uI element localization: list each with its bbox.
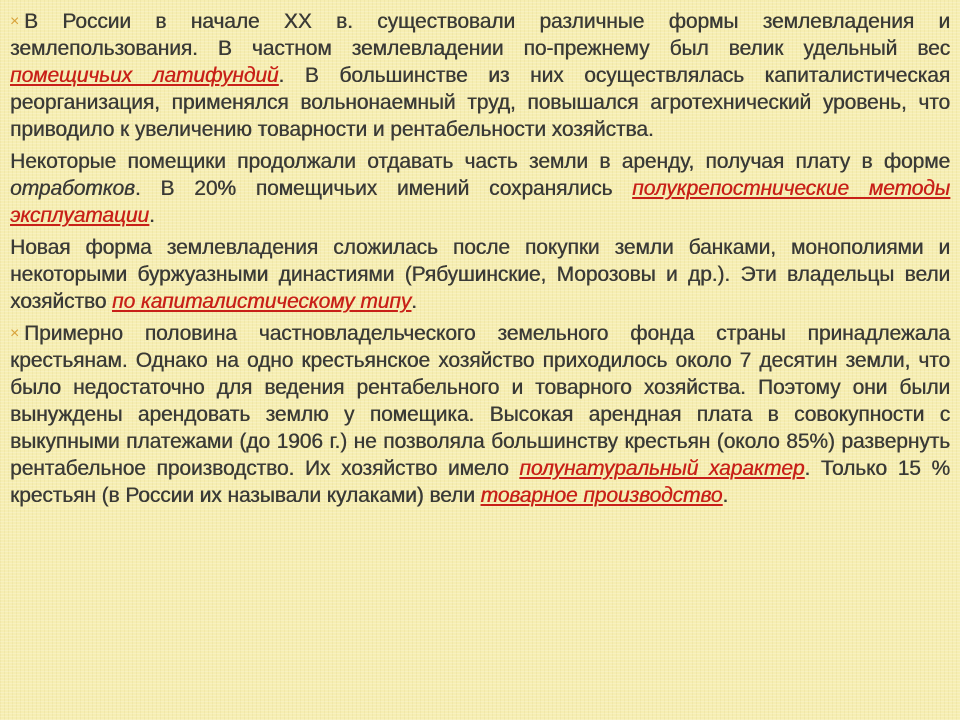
- paragraph-2: [10, 148, 950, 229]
- paragraph-2-text-b: . В 20% помещичьих имений сохранялись: [134, 177, 633, 200]
- bullet-icon: ×: [10, 325, 20, 342]
- paragraph-1: [10, 8, 950, 143]
- term-commodity-production: товарное производство: [480, 484, 723, 507]
- paragraph-4-text-a: Примерно половина частновладельческого земельного фонда страны принадлежала крестьянам. Однако на одно крестьянское хозяйство приходилось около 7 десятин земли, что было недостаточно для ведения рентабельного и товарного хозяйства. Поэтому они были вынуждены арендовать землю у помещика. Высокая арендная плата в совокупности с выкупными платежами (до 1906 г.) не позволяла большинству крестьян (около 85%) развернуть рентабельное производство. Их хозяйство имело: [10, 322, 950, 480]
- bullet-icon: ×: [10, 13, 20, 30]
- paragraph-3: [10, 234, 950, 315]
- slide-text-body: [10, 8, 950, 514]
- paragraph-4-text-c: .: [722, 484, 729, 507]
- term-semi-serf-methods: полукрепостнические методы эксплуатации: [10, 177, 950, 227]
- paragraph-2-text-a: Некоторые помещики продолжали отдавать часть земли в аренду, получая плату в форме: [10, 150, 950, 173]
- paragraph-4: [10, 320, 950, 509]
- paragraph-1-text-b: . В большинстве из них осуществлялась капиталистическая реорганизация, применялся вольнонаемный труд, повышался агротехнический уровень, что приводило к увеличению товарности и рентабельности хозяйства.: [10, 64, 950, 141]
- paragraph-4-text-b: . Только 15 % крестьян (в России их называли кулаками) вели: [10, 457, 950, 507]
- term-otrabotki: отработков: [10, 177, 135, 200]
- paragraph-2-text-c: .: [148, 204, 155, 227]
- term-semi-subsistence: полунатуральный характер: [519, 457, 805, 480]
- term-capitalist-type: по капиталистическому типу: [112, 290, 412, 313]
- paragraph-3-text-b: .: [411, 290, 417, 313]
- paragraph-3-text-a: Новая форма землевладения сложилась после покупки земли банками, монополиями и некоторыми буржуазными династиями (Рябушинские, Морозовы и др.). Эти владельцы вели хозяйство: [10, 236, 950, 313]
- paragraph-1-text-a: В России в начале XX в. существовали различные формы землевладения и землепользования. В частном землевладении по-прежнему был велик удельный вес: [10, 10, 950, 60]
- term-landlord-latifundia: помещичьих латифундий: [10, 64, 279, 87]
